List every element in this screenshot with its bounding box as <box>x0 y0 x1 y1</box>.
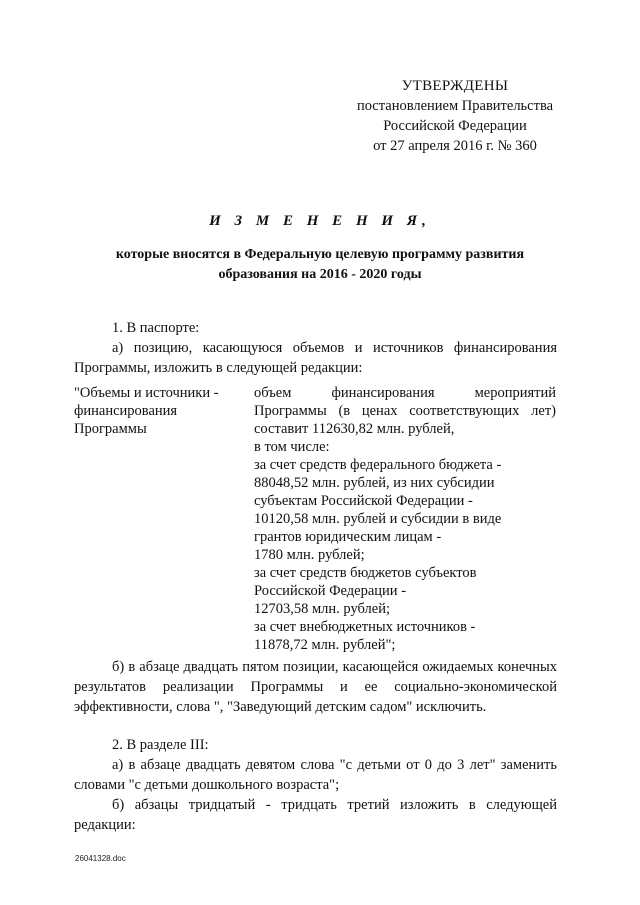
table-label-line: "Объемы и источники - <box>74 385 219 401</box>
document-subtitle <box>60 245 580 285</box>
table-value-line: за счет средств бюджетов субъектов <box>254 565 477 581</box>
file-name-footer: 26041328.doc <box>75 854 126 863</box>
section-1-title: 1. В паспорте: <box>112 320 200 336</box>
table-value-line: составит 112630,82 млн. рублей, <box>254 421 455 437</box>
subtitle-line-2: образования на 2016 - 2020 годы <box>218 267 422 282</box>
table-value-line: 88048,52 млн. рублей, из них субсидии <box>254 475 495 491</box>
table-value-line: Программы (в ценах соответствующих лет) <box>254 403 556 419</box>
table-value-line: объем финансирования мероприятий <box>254 385 556 401</box>
approval-line-2: Российской Федерации <box>383 118 527 134</box>
section-2-item-b: б) абзацы тридцатый - тридцать третий изложить в следующей редакции: <box>74 797 557 833</box>
approval-line-3: от 27 апреля 2016 г. № 360 <box>373 138 537 154</box>
table-value-line: Российской Федерации - <box>254 583 407 599</box>
table-value-line: за счет внебюджетных источников - <box>254 619 476 635</box>
section-1-item-a: а) позицию, касающуюся объемов и источников финансирования Программы, изложить в следующей редакции: <box>74 340 557 376</box>
section-2-item-a: а) в абзаце двадцать девятом слова "с детьми от 0 до 3 лет" заменить словами "с детьми дошкольного возраста"; <box>74 757 557 793</box>
table-value-line: 12703,58 млн. рублей; <box>254 601 391 617</box>
section-1-item-b: б) в абзаце двадцать пятом позиции, касающейся ожидаемых конечных результатов реализации Программы и ее социально-экономической эффективности, слова ", "Заведующий детским садом" исключить. <box>74 659 557 715</box>
table-value-line: 1780 млн. рублей; <box>254 547 365 563</box>
table-value-line: в том числе: <box>254 439 330 455</box>
table-label-line: Программы <box>74 421 147 437</box>
table-value-line: за счет средств федерального бюджета - <box>254 457 502 473</box>
table-label-line: финансирования <box>74 403 178 419</box>
approval-block <box>330 76 580 156</box>
approval-line-1: постановлением Правительства <box>356 98 554 114</box>
approval-title: УТВЕРЖДЕНЫ <box>401 78 509 94</box>
table-value-line: грантов юридическим лицам - <box>254 529 442 545</box>
table-value-line: 11878,72 млн. рублей"; <box>254 637 396 653</box>
passport-table-label <box>74 384 249 438</box>
document-title: И З М Е Н Е Н И Я, <box>209 213 431 229</box>
section-2-title: 2. В разделе III: <box>112 737 209 753</box>
table-value-line: субъектам Российской Федерации - <box>254 493 473 509</box>
subtitle-line-1: которые вносятся в Федеральную целевую программу развития <box>115 247 525 262</box>
passport-table-value <box>254 384 556 654</box>
table-value-line: 10120,58 млн. рублей и субсидии в виде <box>254 511 502 527</box>
